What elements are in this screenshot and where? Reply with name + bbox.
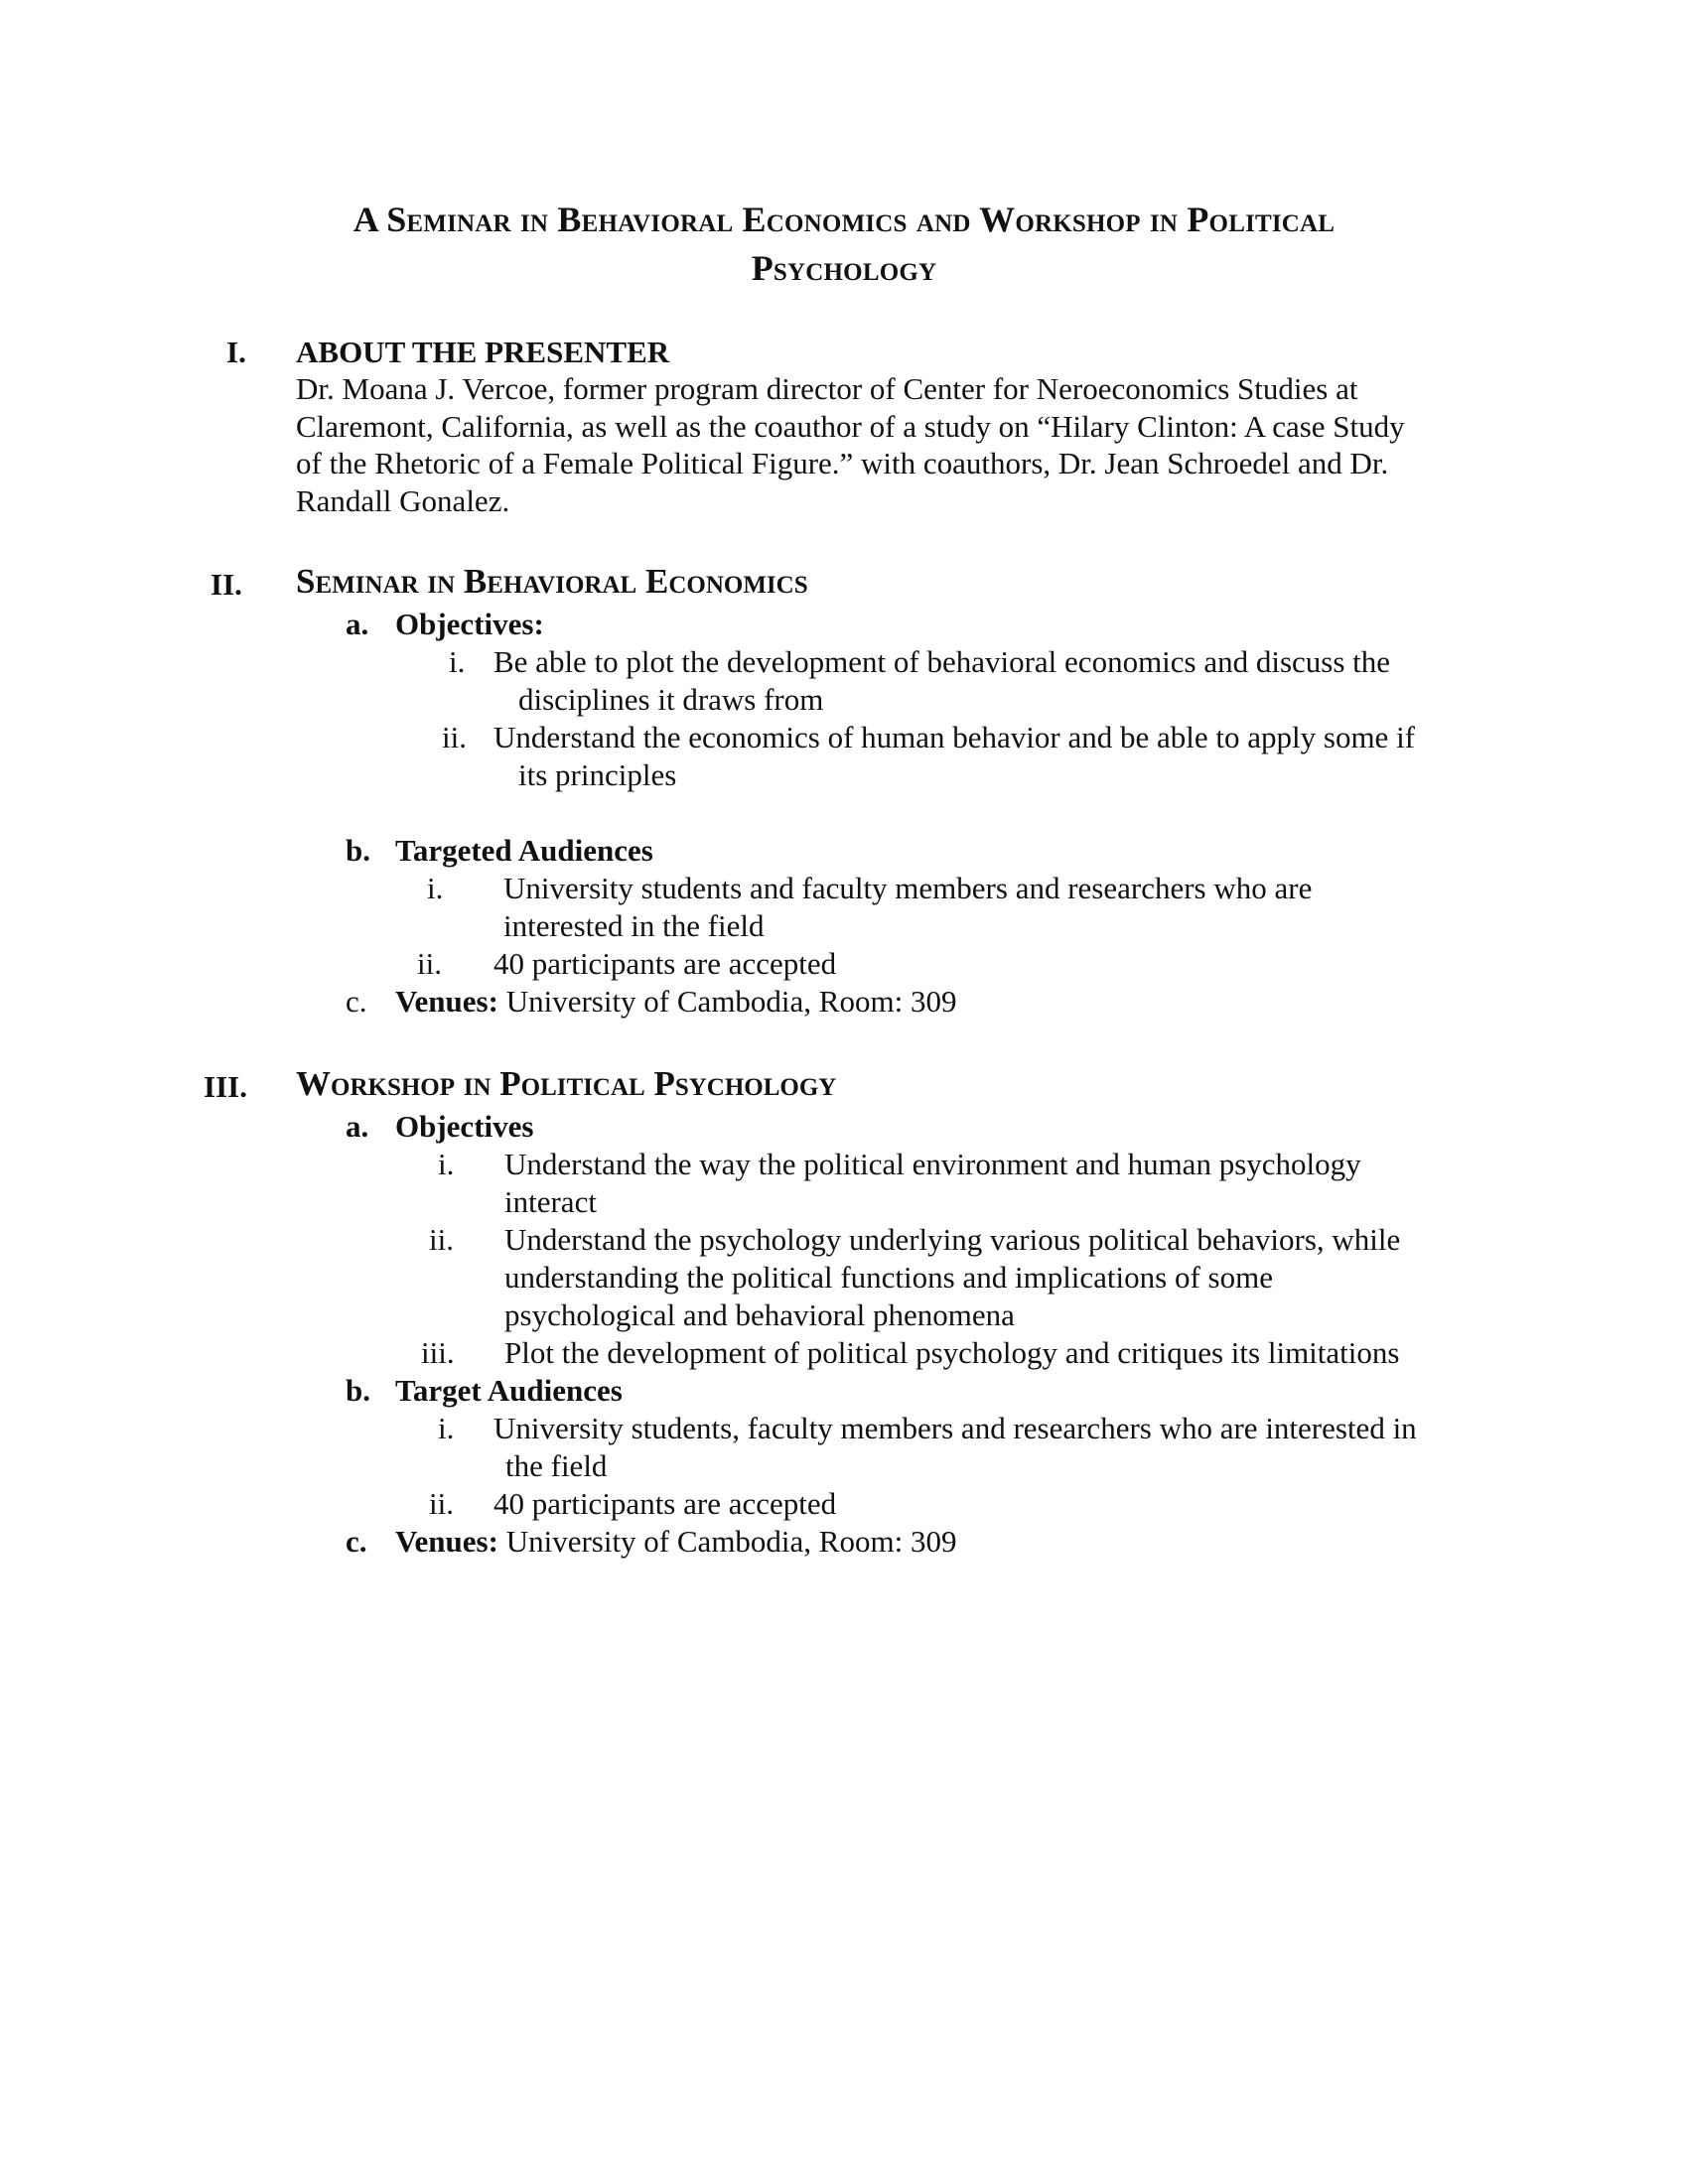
list-item-numeral: iii. [421, 1335, 455, 1370]
section-2-b-letter: b. [346, 833, 370, 868]
list-item-numeral: i. [449, 644, 466, 679]
section-1-heading: ABOUT THE PRESENTER [296, 335, 670, 369]
list-item-numeral: ii. [442, 720, 467, 754]
list-item-line: 40 participants are accepted [493, 946, 837, 981]
list-item-line: interested in the field [503, 908, 765, 943]
section-2-b-label: Targeted Audiences [395, 833, 653, 868]
section-2-a-letter-text: a. [346, 607, 369, 641]
list-item-numeral: i. [427, 871, 444, 905]
section-1-numeral: I. [226, 335, 246, 369]
list-item-line: its principles [518, 757, 677, 792]
section-3-heading: Workshop in Political Psychology [296, 1064, 837, 1103]
presenter-paragraph-line: Dr. Moana J. Vercoe, former program director of Center for Neroeconomics Studies at [296, 371, 1358, 406]
section-3-a-label: Objectives [395, 1109, 534, 1144]
list-item-line: the field [505, 1448, 608, 1483]
section-2-c-venue [395, 983, 956, 1021]
section-3-numeral: III. [204, 1069, 247, 1104]
section-2-c-letter: c. [346, 984, 367, 1019]
section-2-a-letter [346, 606, 368, 643]
list-item-numeral: ii. [429, 1222, 454, 1257]
list-item-line: Understand the way the political environment and human psychology [504, 1147, 1361, 1181]
list-item-numeral: i. [438, 1147, 455, 1181]
list-item-line: Understand the psychology underlying various political behaviors, while [504, 1222, 1401, 1257]
document-title-line-2: Psychology [751, 248, 937, 288]
list-item-line: Plot the development of political psychology and critiques its limitations [504, 1335, 1400, 1370]
presenter-paragraph-line: Claremont, California, as well as the coauthor of a study on “Hilary Clinton: A case Study [296, 409, 1405, 444]
presenter-paragraph-line: of the Rhetoric of a Female Political Figure.” with coauthors, Dr. Jean Schroedel and Dr. [296, 446, 1389, 480]
list-item-numeral: ii. [417, 946, 442, 981]
list-item-line: University students and faculty members and researchers who are [503, 871, 1313, 905]
list-item-line: Be able to plot the development of behavioral economics and discuss the [493, 644, 1391, 679]
section-2-a-label: Objectives: [395, 607, 544, 641]
list-item-numeral: ii. [429, 1486, 454, 1521]
section-2-heading: Seminar in Behavioral Economics [296, 562, 808, 601]
document-title-line-1: A Seminar in Behavioral Economics and Workshop in Political [352, 200, 1336, 239]
list-item-line: Understand the economics of human behavior and be able to apply some if [493, 720, 1416, 754]
section-3-a-letter: a. [346, 1109, 369, 1144]
section-3-b-letter: b. [346, 1373, 370, 1408]
presenter-paragraph-line: Randall Gonalez. [296, 483, 510, 518]
venue-value: University of Cambodia, Room: 309 [505, 984, 957, 1019]
list-item-line: interact [504, 1184, 597, 1219]
list-item-line: 40 participants are accepted [493, 1486, 837, 1521]
section-3-c-venue [395, 1523, 956, 1561]
venue-value: University of Cambodia, Room: 309 [505, 1524, 957, 1559]
list-item-line: University students, faculty members and researchers who are interested in [493, 1411, 1417, 1445]
list-item-line: disciplines it draws from [518, 682, 824, 717]
list-item-numeral: i. [438, 1411, 455, 1445]
section-3-b-label: Target Audiences [395, 1373, 623, 1408]
section-3-c-letter: c. [346, 1524, 367, 1559]
section-2-numeral: II. [211, 567, 242, 602]
list-item-line: understanding the political functions and implications of some [504, 1260, 1273, 1295]
list-item-line: psychological and behavioral phenomena [504, 1297, 1015, 1332]
venue-label: Venues: [395, 1524, 498, 1559]
venue-label: Venues: [395, 984, 498, 1019]
